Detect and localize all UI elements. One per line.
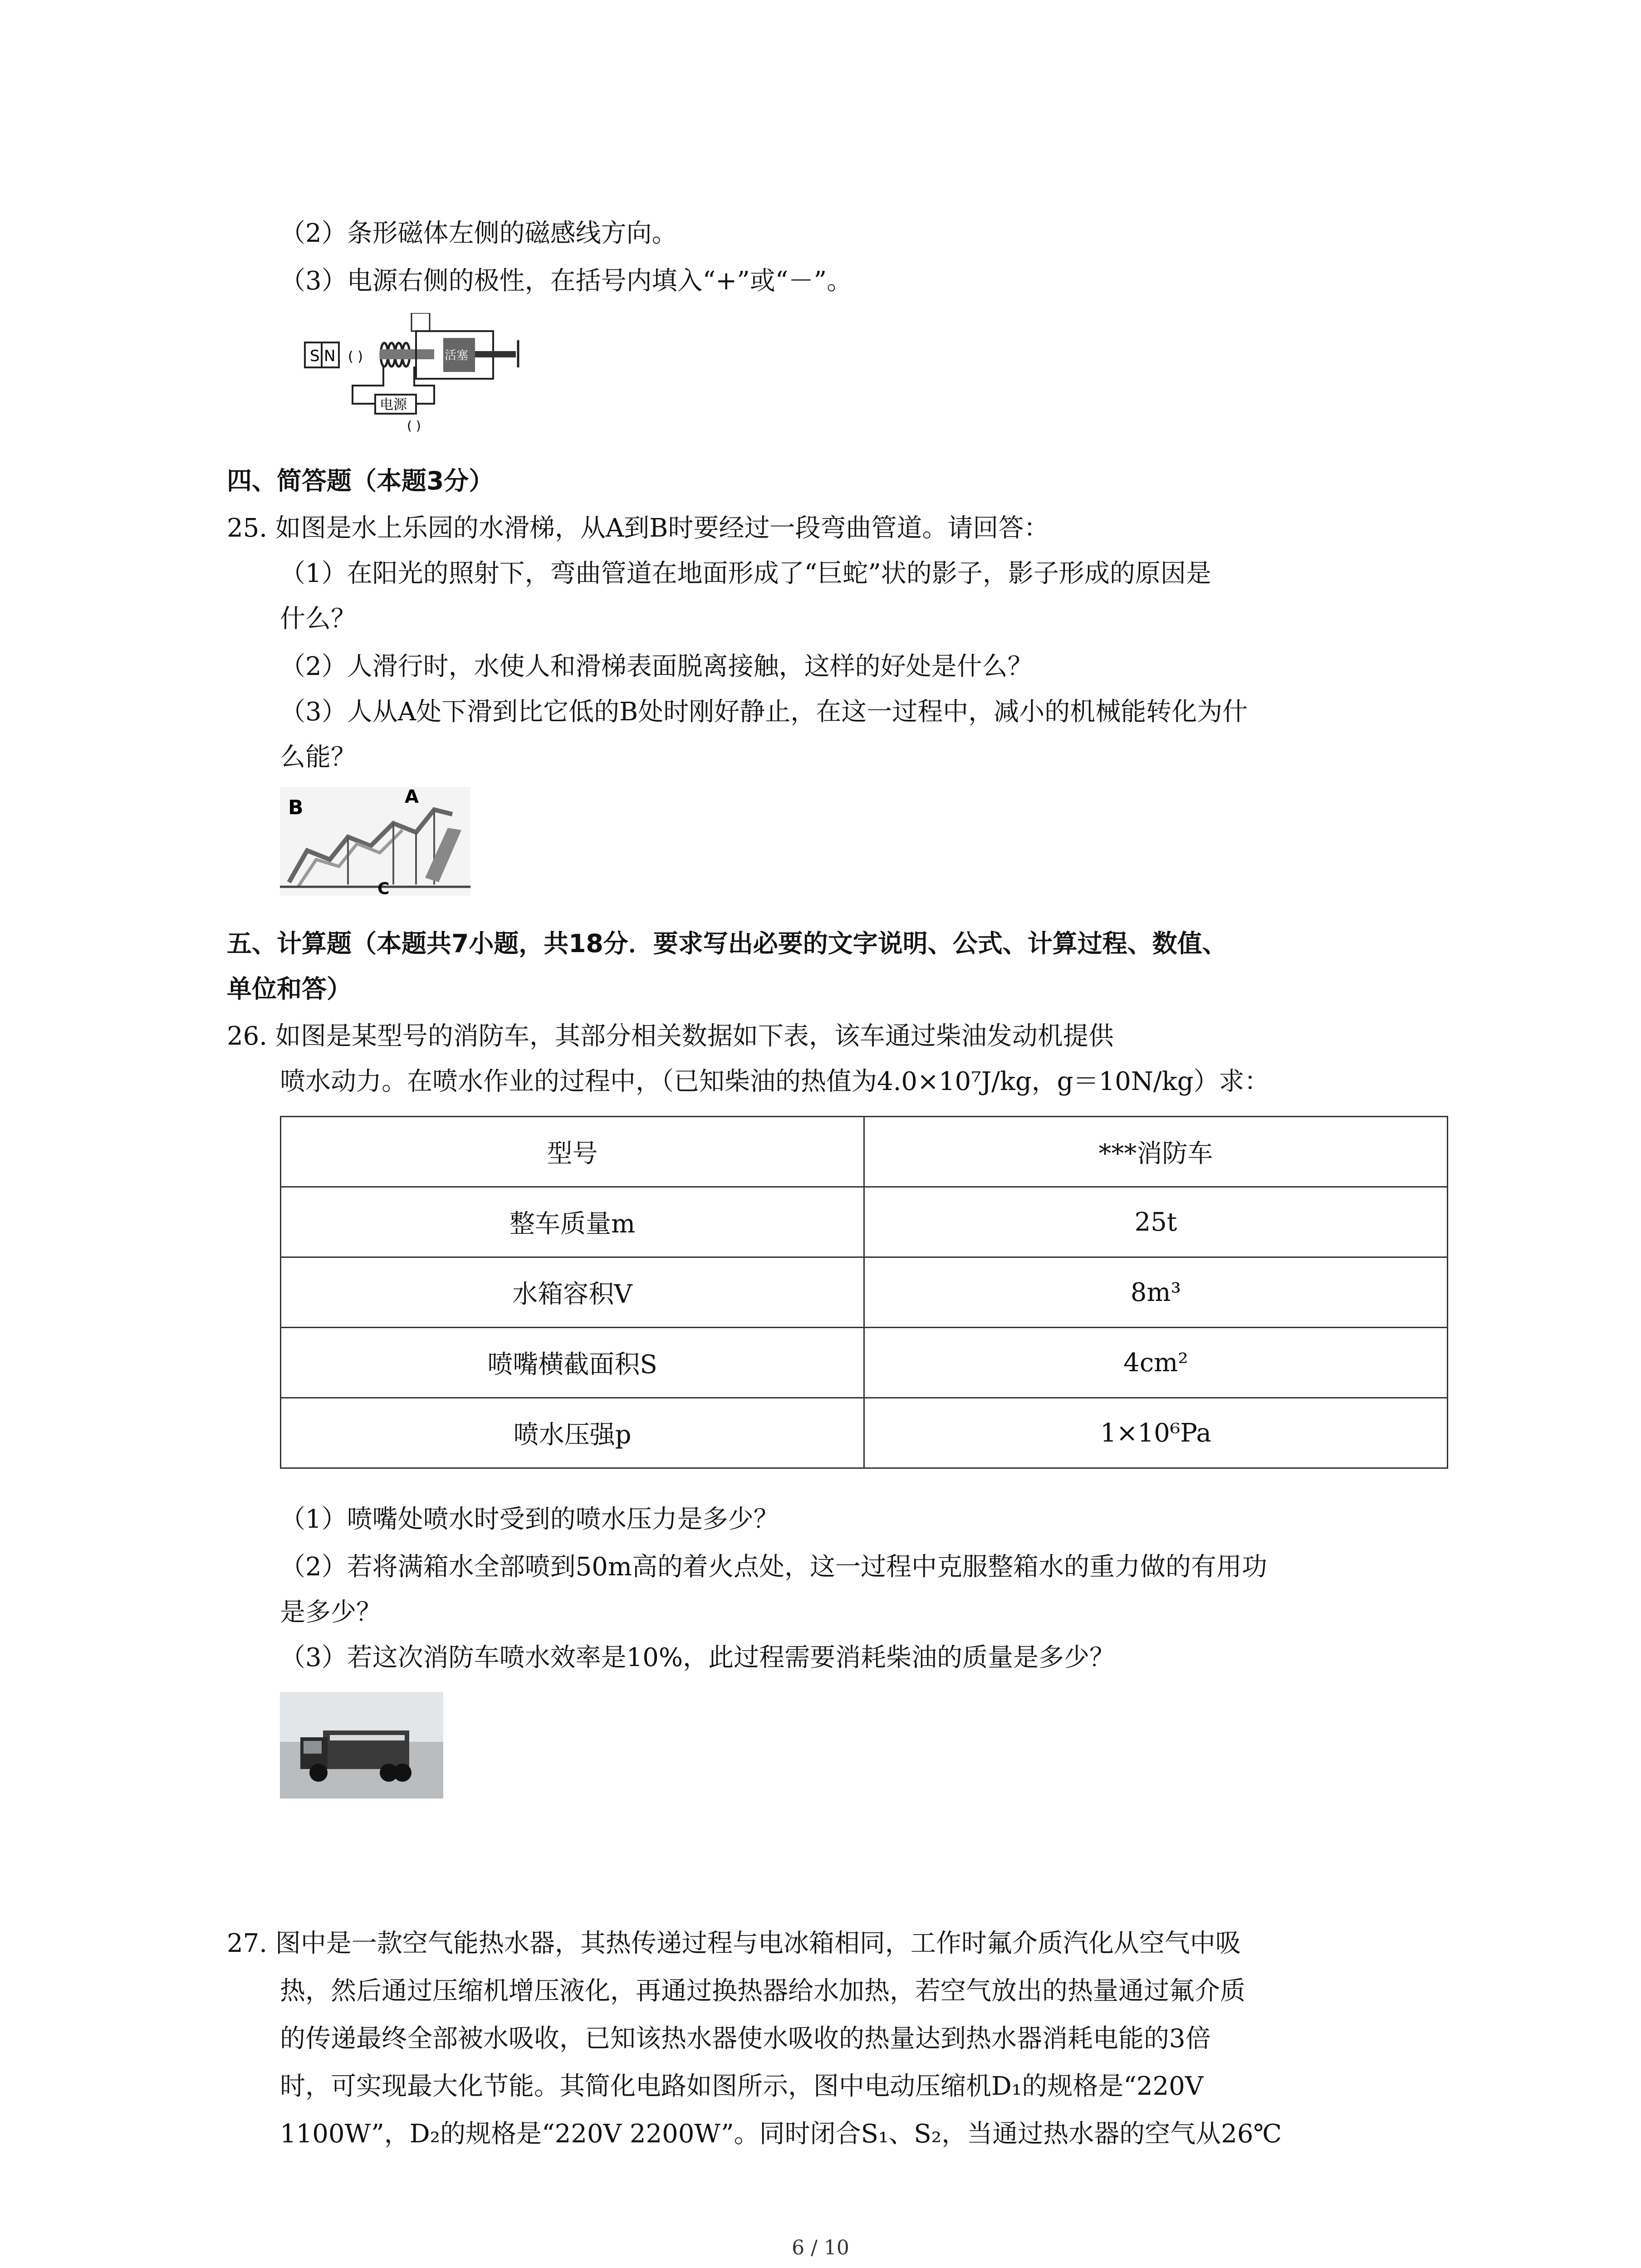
q25-item2: （2）人滑行时，水使人和滑梯表面脱离接触，这样的好处是什么？ bbox=[280, 652, 1033, 681]
paren-left-label: ( ) bbox=[348, 349, 363, 365]
q26-item1: （1）喷嘴处喷水时受到的喷水压力是多少？ bbox=[280, 1505, 779, 1534]
table-row bbox=[281, 1328, 1448, 1398]
q25-item1-line1: （1）在阳光的照射下，弯曲管道在地面形成了“巨蛇”状的影子，影子形成的原因是 bbox=[280, 559, 1211, 588]
q27-line5: 1100W”，D₂的规格是“220V 2200W”。同时闭合S₁、S₂，当通过热水器的空气从26℃ bbox=[280, 2119, 1282, 2149]
table-cell: 4cm² bbox=[864, 1328, 1448, 1398]
q26-item2-line1: （2）若将满箱水全部喷到50m高的着火点处，这一过程中克服整箱水的重力做的有用功 bbox=[280, 1552, 1267, 1582]
q25-waterslide-figure bbox=[280, 787, 470, 896]
q27-line4: 时，可实现最大化节能。其简化电路如图所示，图中电动压缩机D₁的规格是“220V bbox=[280, 2072, 1204, 2101]
table-cell: 25t bbox=[864, 1187, 1448, 1257]
power-label: 电源 bbox=[380, 397, 407, 413]
table-cell: 型号 bbox=[281, 1117, 864, 1187]
q26-stem-line2: 喷水动力。在喷水作业的过程中，（已知柴油的热值为4.0×10⁷J/kg，g＝10N/kg）求： bbox=[280, 1067, 1270, 1096]
paren-bottom-label: ( ) bbox=[407, 418, 421, 433]
table-cell: ***消防车 bbox=[864, 1117, 1448, 1187]
q26-item3: （3）若这次消防车喷水效率是10%，此过程需要消耗柴油的质量是多少？ bbox=[280, 1643, 1115, 1672]
table-cell: 整车质量m bbox=[281, 1187, 864, 1257]
table-row bbox=[281, 1398, 1448, 1468]
page-number: 6 / 10 bbox=[792, 2236, 849, 2259]
table-row bbox=[281, 1117, 1448, 1187]
q25-item3-line2: 么能？ bbox=[280, 743, 356, 772]
section5-heading-line1: 五、计算题（本题共7小题，共18分．要求写出必要的文字说明、公式、计算过程、数值、 bbox=[227, 929, 1227, 958]
q24-item3: （3）电源右侧的极性，在括号内填入“+”或“－”。 bbox=[280, 266, 852, 296]
q27-line3: 的传递最终全部被水吸收，已知该热水器使水吸收的热量达到热水器消耗电能的3倍 bbox=[280, 2024, 1211, 2053]
q26-item2-line2: 是多少？ bbox=[280, 1598, 382, 1627]
q26-stem-line1: 26. 如图是某型号的消防车，其部分相关数据如下表，该车通过柴油发动机提供 bbox=[227, 1022, 1114, 1051]
section4-heading: 四、简答题（本题3分） bbox=[227, 466, 494, 495]
q24-solenoid-figure bbox=[280, 313, 543, 435]
q24-item2: （2）条形磁体左侧的磁感线方向。 bbox=[280, 219, 677, 248]
fire-truck-spec-table bbox=[280, 1116, 1448, 1469]
q27-line1: 27. 图中是一款空气能热水器，其热传递过程与电冰箱相同，工作时氟介质汽化从空气中吸 bbox=[227, 1929, 1241, 1958]
table-row bbox=[281, 1257, 1448, 1328]
q25-item1-line2: 什么？ bbox=[280, 604, 356, 634]
q27-line2: 热，然后通过压缩机增压液化，再通过换热器给水加热，若空气放出的热量通过氟介质 bbox=[280, 1976, 1245, 2006]
fire-truck-photo bbox=[280, 1692, 443, 1799]
table-cell: 喷嘴横截面积S bbox=[281, 1328, 864, 1398]
table-cell: 8m³ bbox=[864, 1257, 1448, 1328]
piston-label: 活塞 bbox=[445, 349, 469, 362]
table-cell: 1×10⁶Pa bbox=[864, 1398, 1448, 1468]
slide-b-label: B bbox=[288, 796, 304, 819]
table-cell: 水箱容积V bbox=[281, 1257, 864, 1328]
q25-item3-line1: （3）人从A处下滑到比它低的B处时刚好静止，在这一过程中，减小的机械能转化为什 bbox=[280, 697, 1248, 727]
magnet-n-label: N bbox=[324, 347, 336, 365]
table-row bbox=[281, 1187, 1448, 1257]
slide-c-label: C bbox=[377, 880, 390, 896]
q25-stem: 25. 如图是水上乐园的水滑梯，从A到B时要经过一段弯曲管道。请回答： bbox=[227, 513, 1049, 543]
section5-heading-line2: 单位和答） bbox=[227, 974, 352, 1003]
slide-a-label: A bbox=[405, 787, 419, 807]
table-cell: 喷水压强p bbox=[281, 1398, 864, 1468]
magnet-s-label: S bbox=[310, 347, 320, 365]
